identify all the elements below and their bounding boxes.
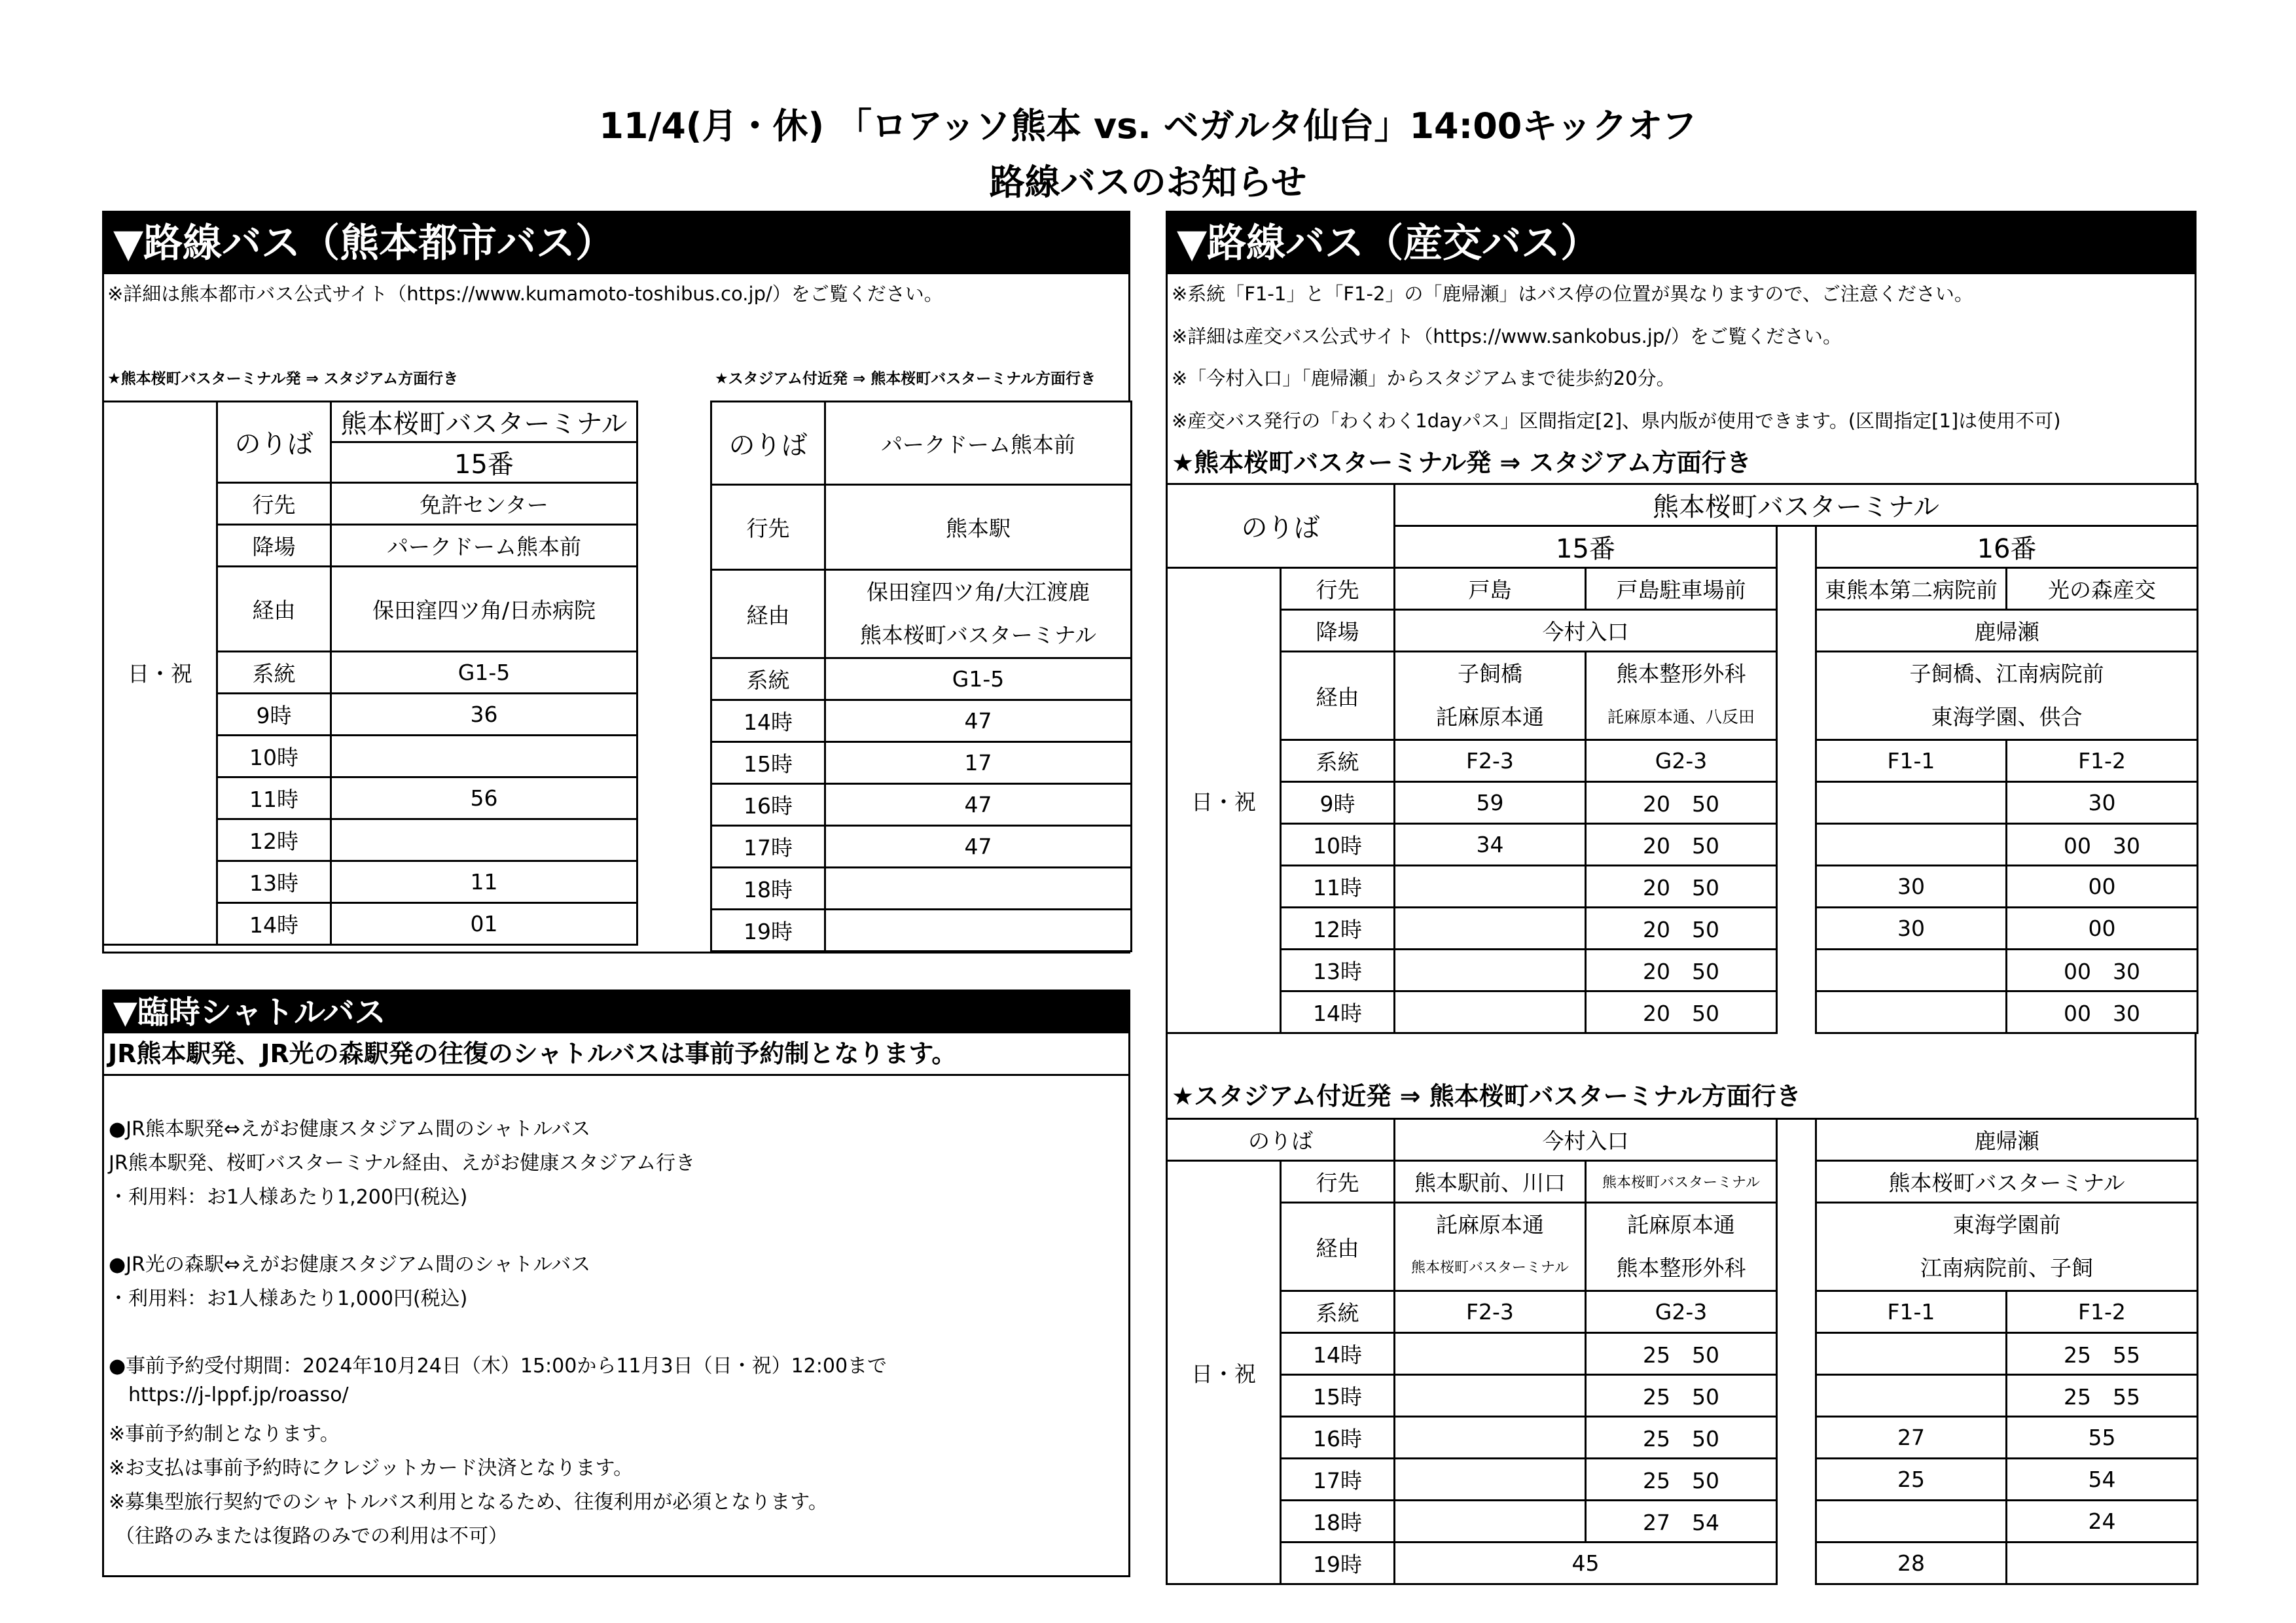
minute-cell: 25 50 bbox=[1586, 1417, 1777, 1459]
minute-cell: 30 bbox=[2007, 782, 2198, 824]
hour-cell: 14時 bbox=[1281, 1333, 1395, 1375]
hour-cell: 12時 bbox=[217, 819, 331, 861]
shuttle-line: ※事前予約制となります。 bbox=[109, 1423, 340, 1446]
dest-label: 行先 bbox=[217, 483, 331, 525]
minute-cell: 30 bbox=[1816, 908, 2007, 950]
toshi-sub-out: ★熊本桜町バスターミナル発 ⇒ スタジアム方面行き bbox=[107, 370, 459, 387]
sanko-out-grid bbox=[1166, 483, 2198, 1034]
minute-cell: 20 50 bbox=[1586, 991, 1777, 1033]
via-line: 託麻原本通 bbox=[1627, 1212, 1735, 1238]
sanko-note: ※系統「F1-1」と「F1-2」の「鹿帰瀬」はバス停の位置が異なりますので、ご注意ください。 bbox=[1172, 283, 1973, 305]
route-value: G2-3 bbox=[1586, 740, 1777, 782]
via-value bbox=[1586, 1203, 1777, 1291]
hour-cell: 14時 bbox=[711, 700, 825, 742]
hour-cell: 19時 bbox=[711, 910, 825, 952]
page-title: 11/4(月・休) 「ロアッソ熊本 vs. ベガルタ仙台」14:00キックオフ bbox=[599, 105, 1697, 147]
toshi-header: ▼路線バス（熊本都市バス） bbox=[104, 213, 1128, 274]
toshi-out-grid bbox=[102, 401, 638, 946]
day-label: 日・祝 bbox=[1167, 568, 1281, 1033]
alight-value-15: 今村入口 bbox=[1395, 610, 1777, 652]
sanko-note: ※産交バス発行の「わくわく1dayパス」区間指定[2]、県内版が使用できます。(区間指定[1]は使用不可) bbox=[1172, 410, 2061, 432]
route-value: F1-2 bbox=[2007, 740, 2198, 782]
shuttle-line: ・利用料：お1人様あたり1,200円(税込) bbox=[109, 1186, 468, 1209]
minute-cell bbox=[1395, 1501, 1586, 1543]
minute-cell bbox=[1395, 866, 1586, 908]
route-label: 系統 bbox=[217, 652, 331, 694]
shuttle-line: ※お支払は事前予約時にクレジットカード決済となります。 bbox=[109, 1457, 634, 1480]
minute-cell: 56 bbox=[331, 777, 637, 819]
minute-cell bbox=[825, 910, 1132, 952]
dest-value: 熊本桜町バスターミナル bbox=[1586, 1161, 1777, 1203]
hour-cell: 14時 bbox=[217, 903, 331, 945]
sanko-note: ※詳細は産交バス公式サイト（https://www.sankobus.jp/）をご覧ください。 bbox=[1172, 325, 1842, 348]
shuttle-lead: JR熊本駅発、JR光の森駅発の往復のシャトルバスは事前予約制となります。 bbox=[104, 1033, 1128, 1076]
minute-cell: 11 bbox=[331, 861, 637, 903]
minute-cell: 20 50 bbox=[1586, 824, 1777, 866]
minute-cell: 34 bbox=[1395, 824, 1586, 866]
hour-cell: 19時 bbox=[1281, 1543, 1395, 1584]
via-value bbox=[1816, 1203, 2198, 1291]
minute-cell: 00 30 bbox=[2007, 950, 2198, 991]
dest-label: 行先 bbox=[1281, 1161, 1395, 1203]
dest-label: 行先 bbox=[1281, 568, 1395, 610]
toshi-note: ※詳細は熊本都市バス公式サイト（https://www.kumamoto-toshibus.co.jp/）をご覧ください。 bbox=[107, 283, 943, 305]
minute-cell: 47 bbox=[825, 784, 1132, 826]
noriba-number: 15番 bbox=[331, 442, 637, 483]
minute-cell: 00 bbox=[2007, 866, 2198, 908]
minute-cell: 45 bbox=[1395, 1543, 1777, 1584]
via-line: 熊本整形外科 bbox=[1616, 1255, 1746, 1281]
dest-value: 光の森産交 bbox=[2007, 568, 2198, 610]
noriba-number-15: 15番 bbox=[1395, 526, 1777, 568]
hour-cell: 11時 bbox=[217, 777, 331, 819]
minute-cell: 54 bbox=[2007, 1459, 2198, 1501]
route-label: 系統 bbox=[711, 658, 825, 700]
minute-cell: 24 bbox=[2007, 1501, 2198, 1543]
hour-cell: 16時 bbox=[1281, 1417, 1395, 1459]
shuttle-line: （往路のみまたは復路のみでの利用は不可） bbox=[115, 1525, 508, 1548]
noriba-name: 熊本桜町バスターミナル bbox=[1395, 484, 2198, 526]
dest-value: 熊本桜町バスターミナル bbox=[1816, 1161, 2198, 1203]
hour-cell: 18時 bbox=[711, 868, 825, 910]
hour-cell: 9時 bbox=[1281, 782, 1395, 824]
via-label: 経由 bbox=[1281, 652, 1395, 740]
noriba-label: のりば bbox=[1167, 484, 1395, 568]
via-line: 江南病院前、子飼 bbox=[1920, 1255, 2093, 1281]
minute-cell: 25 50 bbox=[1586, 1333, 1777, 1375]
minute-cell: 25 50 bbox=[1586, 1375, 1777, 1417]
shuttle-line: ※募集型旅行契約でのシャトルバス利用となるため、往復利用が必須となります。 bbox=[109, 1491, 828, 1514]
route-label: 系統 bbox=[1281, 740, 1395, 782]
hour-cell: 18時 bbox=[1281, 1501, 1395, 1543]
hour-cell: 15時 bbox=[711, 742, 825, 784]
via-line: 託麻原本通、八反田 bbox=[1607, 707, 1755, 726]
via-line-1: 保田窪四ツ角/大江渡鹿 bbox=[866, 579, 1090, 605]
hour-cell: 11時 bbox=[1281, 866, 1395, 908]
minute-cell bbox=[1816, 1333, 2007, 1375]
minute-cell bbox=[1395, 1459, 1586, 1501]
via-line: 託麻原本通 bbox=[1436, 1212, 1544, 1238]
noriba-label: のりば bbox=[217, 402, 331, 483]
hour-cell: 17時 bbox=[711, 826, 825, 868]
sanko-sub-out: ★熊本桜町バスターミナル発 ⇒ スタジアム方面行き bbox=[1172, 448, 1751, 477]
shuttle-line: JR熊本駅発、桜町バスターミナル経由、えがお健康スタジアム行き bbox=[109, 1152, 696, 1175]
minute-cell: 27 54 bbox=[1586, 1501, 1777, 1543]
day-label: 日・祝 bbox=[103, 652, 217, 694]
minute-cell: 36 bbox=[331, 694, 637, 736]
route-value: F1-1 bbox=[1816, 740, 2007, 782]
noriba-label: のりば bbox=[1167, 1119, 1395, 1161]
minute-cell bbox=[1816, 824, 2007, 866]
route-value: F1-2 bbox=[2007, 1291, 2198, 1333]
minute-cell: 20 50 bbox=[1586, 908, 1777, 950]
hour-cell: 13時 bbox=[217, 861, 331, 903]
minute-cell: 25 55 bbox=[2007, 1333, 2198, 1375]
hour-cell: 12時 bbox=[1281, 908, 1395, 950]
route-value: F2-3 bbox=[1395, 740, 1586, 782]
shuttle-line: ●JR光の森駅⇔えがお健康スタジアム間のシャトルバス bbox=[109, 1253, 591, 1276]
minute-cell bbox=[1395, 950, 1586, 991]
route-value: G1-5 bbox=[331, 652, 637, 694]
hour-cell: 10時 bbox=[217, 736, 331, 777]
minute-cell: 25 bbox=[1816, 1459, 2007, 1501]
minute-cell bbox=[1395, 1333, 1586, 1375]
page-subtitle: 路線バスのお知らせ bbox=[989, 162, 1307, 203]
minute-cell: 20 50 bbox=[1586, 782, 1777, 824]
minute-cell: 20 50 bbox=[1586, 866, 1777, 908]
minute-cell: 20 50 bbox=[1586, 950, 1777, 991]
via-value: 保田窪四ツ角/日赤病院 bbox=[331, 567, 637, 652]
toshi-sub-back: ★スタジアム付近発 ⇒ 熊本桜町バスターミナル方面行き bbox=[715, 370, 1096, 387]
minute-cell bbox=[1395, 991, 1586, 1033]
via-line: 東海学園前 bbox=[1952, 1212, 2061, 1238]
minute-cell: 00 bbox=[2007, 908, 2198, 950]
minute-cell bbox=[1816, 1501, 2007, 1543]
minute-cell bbox=[825, 868, 1132, 910]
noriba-stop-1: 今村入口 bbox=[1395, 1119, 1777, 1161]
minute-cell bbox=[331, 736, 637, 777]
dest-value: 免許センター bbox=[331, 483, 637, 525]
hour-cell: 17時 bbox=[1281, 1459, 1395, 1501]
minute-cell: 47 bbox=[825, 700, 1132, 742]
noriba-number-16: 16番 bbox=[1816, 526, 2198, 568]
route-label: 系統 bbox=[1281, 1291, 1395, 1333]
shuttle-link[interactable]: https://j-lppf.jp/roasso/ bbox=[128, 1383, 349, 1406]
via-value bbox=[1395, 652, 1586, 740]
alight-label: 降場 bbox=[217, 525, 331, 567]
alight-value-16: 鹿帰瀬 bbox=[1816, 610, 2198, 652]
via-line: 東海学園、供合 bbox=[1931, 704, 2083, 730]
minute-cell bbox=[331, 819, 637, 861]
via-line: 熊本桜町バスターミナル bbox=[1411, 1260, 1569, 1276]
minute-cell bbox=[2007, 1543, 2198, 1584]
sanko-header: ▼路線バス（産交バス） bbox=[1168, 213, 2195, 274]
via-line: 託麻原本通 bbox=[1436, 704, 1544, 730]
via-line-2: 熊本桜町バスターミナル bbox=[859, 622, 1097, 648]
via-label: 経由 bbox=[1281, 1203, 1395, 1291]
minute-cell: 28 bbox=[1816, 1543, 2007, 1584]
minute-cell: 00 30 bbox=[2007, 991, 2198, 1033]
dest-label: 行先 bbox=[711, 485, 825, 570]
minute-cell: 27 bbox=[1816, 1417, 2007, 1459]
hour-cell: 14時 bbox=[1281, 991, 1395, 1033]
minute-cell: 25 50 bbox=[1586, 1459, 1777, 1501]
hour-cell: 10時 bbox=[1281, 824, 1395, 866]
sanko-sub-back: ★スタジアム付近発 ⇒ 熊本桜町バスターミナル方面行き bbox=[1172, 1082, 1801, 1111]
noriba-name: パークドーム熊本前 bbox=[825, 402, 1132, 485]
via-value bbox=[825, 570, 1132, 658]
minute-cell: 00 30 bbox=[2007, 824, 2198, 866]
minute-cell bbox=[1816, 1375, 2007, 1417]
day-label: 日・祝 bbox=[1167, 1161, 1281, 1584]
shuttle-line: ●事前予約受付期間：2024年10月24日（木）15:00から11月3日（日・祝）12:00まで bbox=[109, 1355, 888, 1378]
route-value: G2-3 bbox=[1586, 1291, 1777, 1333]
minute-cell: 30 bbox=[1816, 866, 2007, 908]
via-label: 経由 bbox=[711, 570, 825, 658]
minute-cell bbox=[1395, 1417, 1586, 1459]
via-value bbox=[1395, 1203, 1586, 1291]
hour-cell: 13時 bbox=[1281, 950, 1395, 991]
minute-cell bbox=[1816, 782, 2007, 824]
via-value bbox=[1816, 652, 2198, 740]
shuttle-header: ▼臨時シャトルバス bbox=[104, 991, 1128, 1033]
noriba-stop-2: 鹿帰瀬 bbox=[1816, 1119, 2198, 1161]
dest-value: 熊本駅 bbox=[825, 485, 1132, 570]
shuttle-line: ●JR熊本駅発⇔えがお健康スタジアム間のシャトルバス bbox=[109, 1118, 591, 1141]
dest-value: 東熊本第二病院前 bbox=[1816, 568, 2007, 610]
minute-cell: 59 bbox=[1395, 782, 1586, 824]
minute-cell: 47 bbox=[825, 826, 1132, 868]
hour-cell: 15時 bbox=[1281, 1375, 1395, 1417]
via-line: 子飼橋、江南病院前 bbox=[1909, 661, 2104, 687]
dest-value: 熊本駅前、川口 bbox=[1395, 1161, 1586, 1203]
minute-cell: 01 bbox=[331, 903, 637, 945]
via-line: 子飼橋 bbox=[1458, 661, 1522, 687]
route-value: G1-5 bbox=[825, 658, 1132, 700]
noriba-label: のりば bbox=[711, 402, 825, 485]
shuttle-line: ・利用料：お1人様あたり1,000円(税込) bbox=[109, 1287, 468, 1310]
minute-cell: 17 bbox=[825, 742, 1132, 784]
via-value bbox=[1586, 652, 1777, 740]
dest-value: 戸島 bbox=[1395, 568, 1586, 610]
hour-cell: 16時 bbox=[711, 784, 825, 826]
alight-label: 降場 bbox=[1281, 610, 1395, 652]
via-line: 熊本整形外科 bbox=[1616, 661, 1746, 687]
noriba-name: 熊本桜町バスターミナル bbox=[331, 402, 637, 442]
sanko-note: ※「今村入口」「鹿帰瀬」からスタジアムまで徒歩約20分。 bbox=[1172, 367, 1676, 389]
minute-cell bbox=[1816, 950, 2007, 991]
via-label: 経由 bbox=[217, 567, 331, 652]
toshi-back-grid bbox=[710, 401, 1132, 952]
minute-cell: 25 55 bbox=[2007, 1375, 2198, 1417]
route-value: F2-3 bbox=[1395, 1291, 1586, 1333]
hour-cell: 9時 bbox=[217, 694, 331, 736]
minute-cell: 55 bbox=[2007, 1417, 2198, 1459]
minute-cell bbox=[1816, 991, 2007, 1033]
dest-value: 戸島駐車場前 bbox=[1586, 568, 1777, 610]
sanko-back-grid bbox=[1166, 1118, 2198, 1585]
route-value: F1-1 bbox=[1816, 1291, 2007, 1333]
alight-value: パークドーム熊本前 bbox=[331, 525, 637, 567]
minute-cell bbox=[1395, 1375, 1586, 1417]
minute-cell bbox=[1395, 908, 1586, 950]
